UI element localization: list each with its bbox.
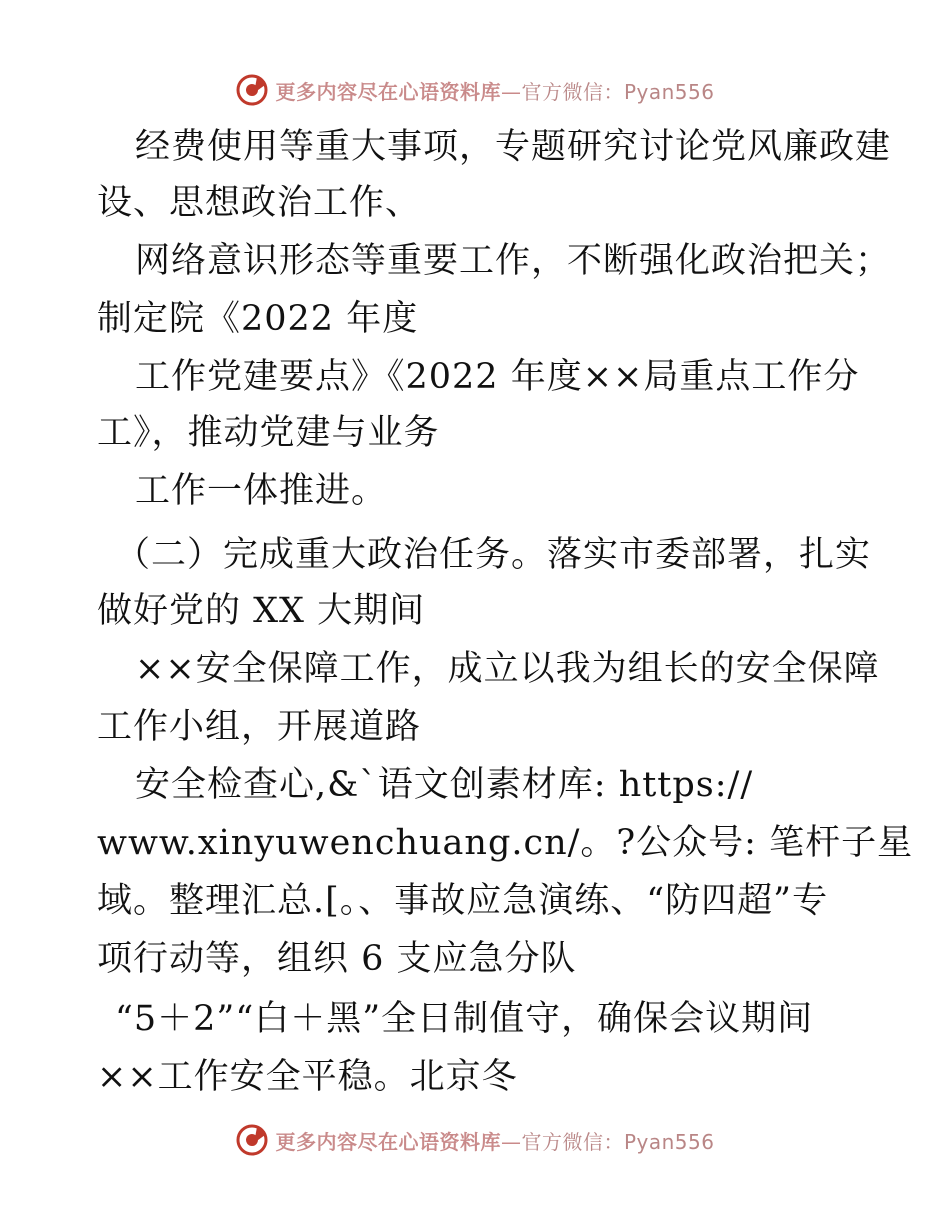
watermark-text [275, 76, 714, 105]
watermark-dash: — [500, 1129, 522, 1154]
text-line: 安全检查心,&`语文创素材库: https:// [135, 765, 754, 805]
text-line: ××安全保障工作，成立以我为组长的安全保障 [135, 649, 880, 689]
watermark-wechat: 官方微信：Pyan556 [521, 79, 715, 104]
text-line: 项行动等，组织 6 支应急分队 [97, 939, 577, 979]
text-line: 工作党建要点》《2022 年度××局重点工作分 [135, 357, 860, 397]
text-line: 做好党的 XX 大期间 [97, 591, 426, 631]
watermark-brand: 更多内容尽在心语资料库 [275, 1129, 501, 1154]
watermark-wechat: 官方微信：Pyan556 [521, 1129, 715, 1154]
watermark-text [275, 1126, 714, 1155]
text-line: 工作小组，开展道路 [97, 707, 422, 747]
text-line: 经费使用等重大事项，专题研究讨论党风廉政建 [135, 127, 892, 167]
text-line: 网络意识形态等重要工作，不断强化政治把关； [135, 241, 892, 281]
text-line: （二）完成重大政治任务。落实市委部署，扎实 [115, 535, 872, 575]
text-line: 域。整理汇总.[。、事故应急演练、“防四超”专 [97, 881, 829, 921]
logo-icon [235, 73, 269, 107]
watermark-brand: 更多内容尽在心语资料库 [275, 79, 501, 104]
text-line: “5＋2”“白＋黑”全日制值守，确保会议期间 [115, 999, 814, 1039]
header-watermark [0, 70, 950, 110]
text-line: ××工作安全平稳。北京冬 [97, 1057, 518, 1097]
footer-watermark [0, 1120, 950, 1160]
text-line: 制定院《2022 年度 [97, 299, 419, 339]
text-line: 设、思想政治工作、 [97, 183, 422, 223]
text-line: 工作一体推进。 [135, 471, 388, 511]
watermark-dash: — [500, 79, 522, 104]
text-line: 工》，推动党建与业务 [97, 413, 440, 453]
logo-icon [235, 1123, 269, 1157]
text-line: www.xinyuwenchuang.cn/。?公众号: 笔杆子星 [97, 823, 914, 863]
